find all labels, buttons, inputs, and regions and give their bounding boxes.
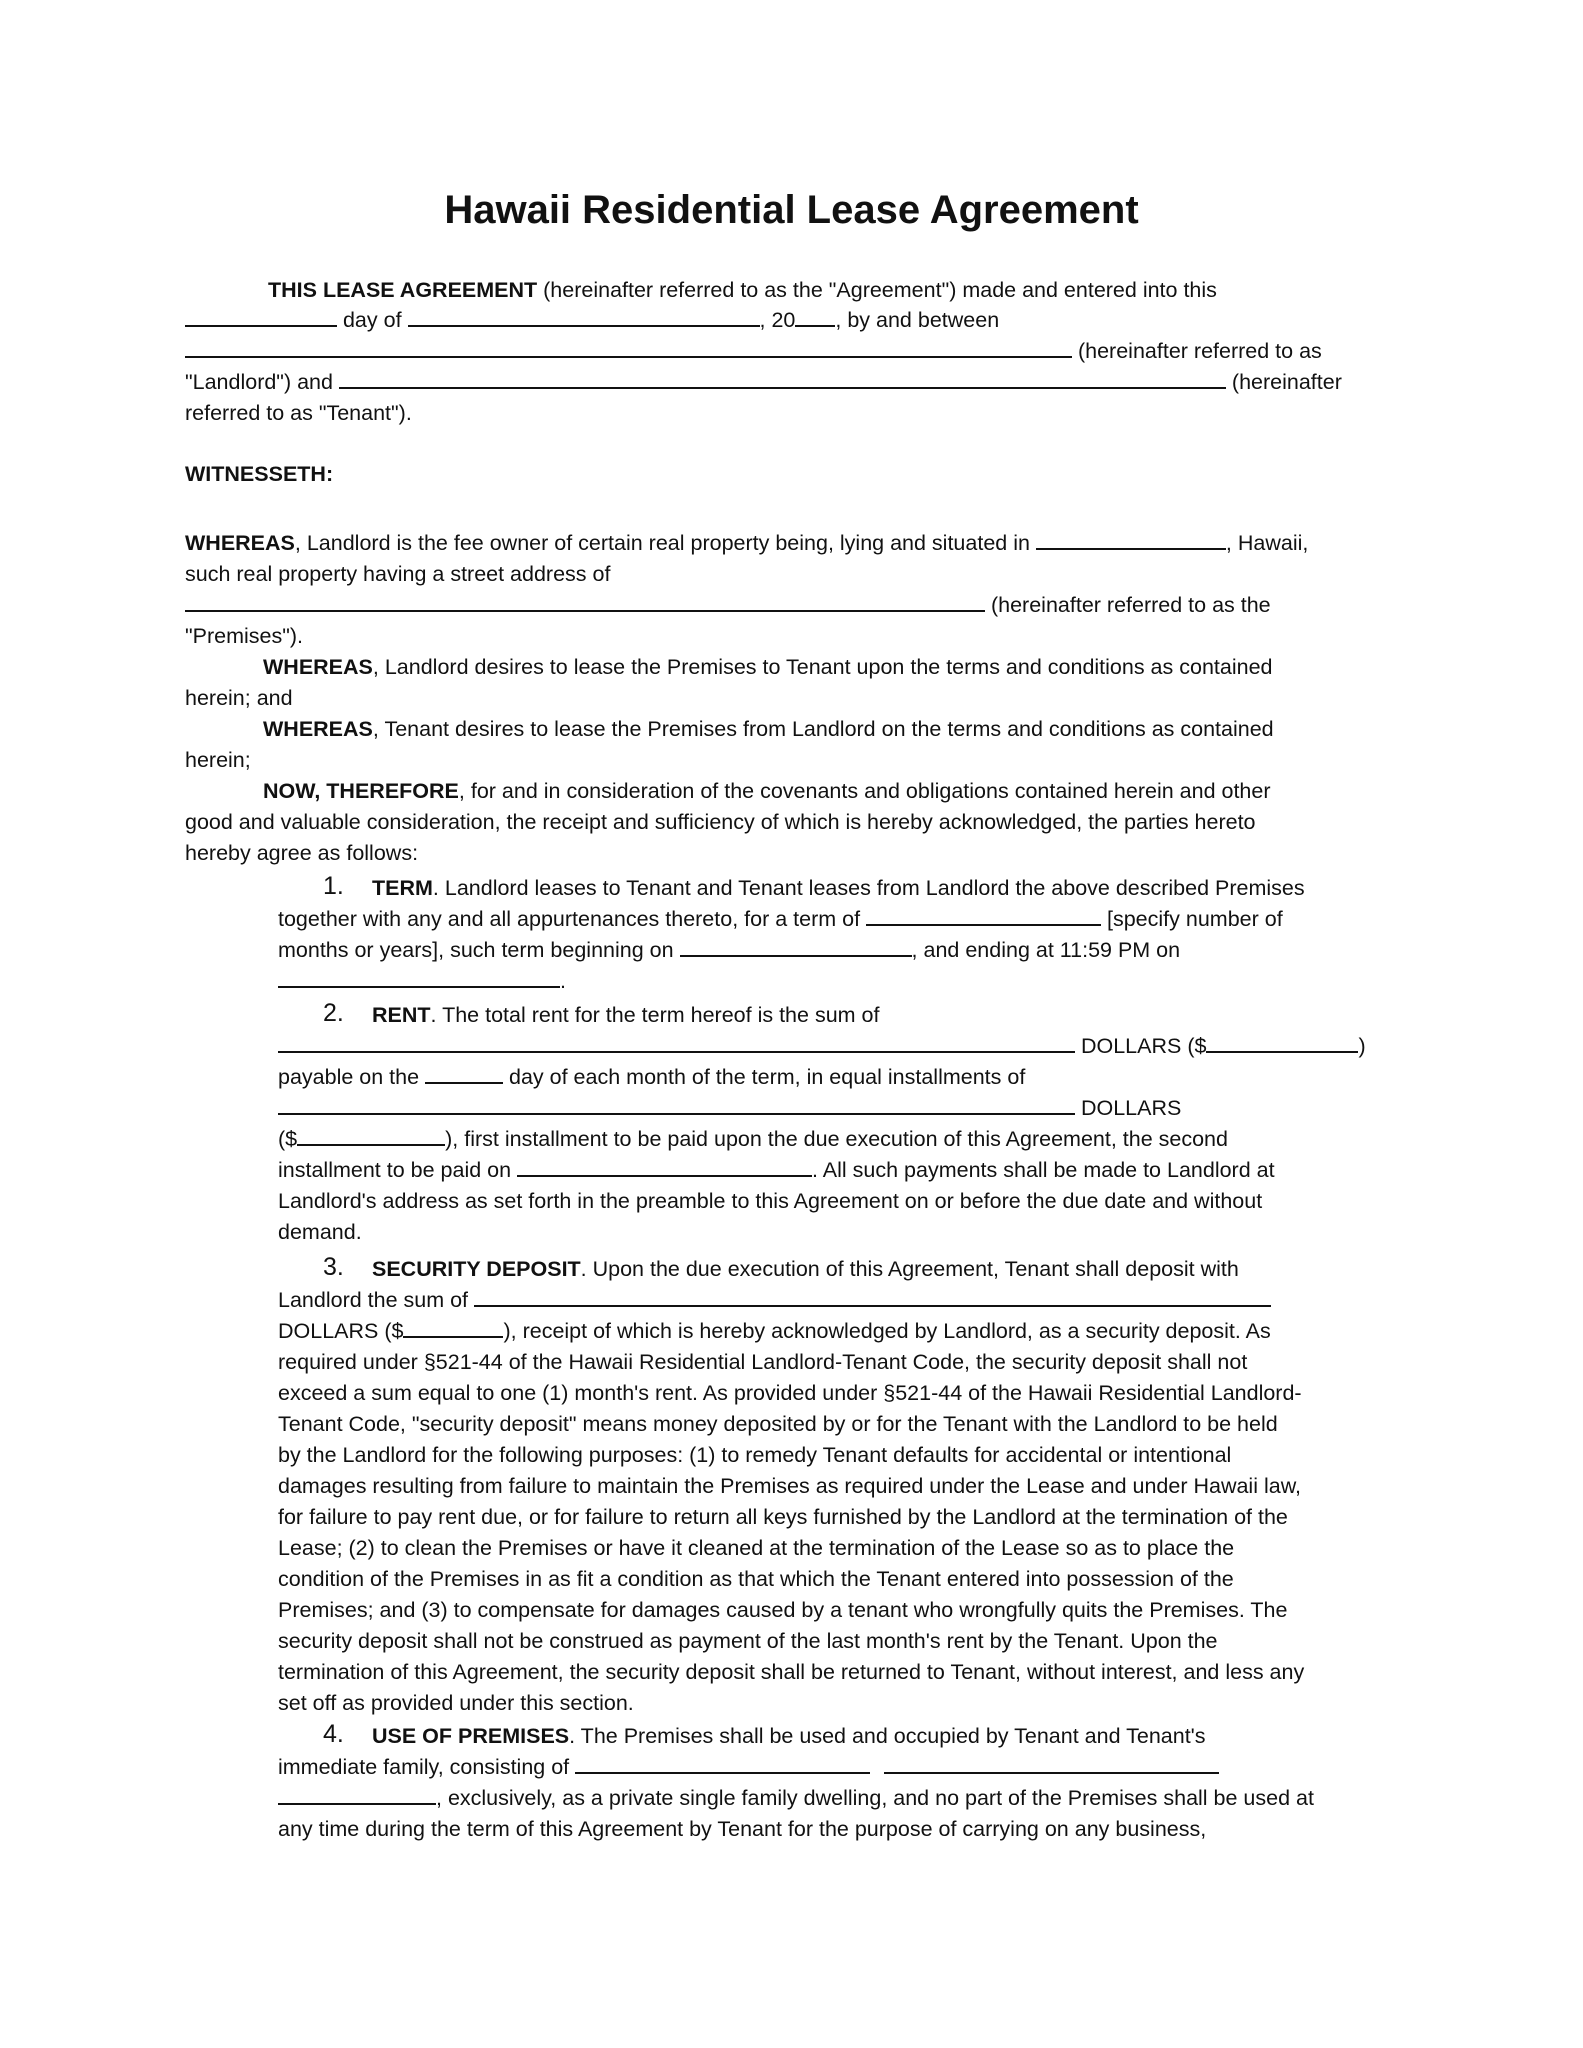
whereas-1-line-1 xyxy=(185,528,1308,559)
section-3-body-line-7: Lease; (2) to clean the Premises or have it cleaned at the termination of the Lease so as to place the xyxy=(278,1536,1235,1560)
whereas-1-text: , Landlord is the fee owner of certain real property being, lying and situated in xyxy=(294,531,1036,555)
section-2-number xyxy=(323,998,344,1030)
county-blank[interactable] xyxy=(1036,530,1226,550)
whereas-2-line-2: herein; and xyxy=(185,686,293,710)
section-2-close-paren: ) xyxy=(1358,1034,1366,1058)
section-2-installment-a: installment to be paid on xyxy=(278,1158,518,1182)
section-2-dollars: DOLLARS xyxy=(1075,1096,1182,1120)
whereas-2-bold: WHEREAS xyxy=(263,655,373,679)
section-3-body-line-12: set off as provided under this section. xyxy=(278,1691,634,1715)
section-2-line-5 xyxy=(278,1124,1228,1155)
document-title: Hawaii Residential Lease Agreement xyxy=(444,188,1139,232)
landlord-and: "Landlord") and xyxy=(185,370,339,394)
section-1-line-2a: together with any and all appurtenances thereto, for a term of xyxy=(278,907,867,931)
section-3-line-1 xyxy=(372,1254,1239,1285)
landlord-name-blank[interactable] xyxy=(185,338,1072,358)
intro-text: (hereinafter referred to as the "Agreement") made and entered into this xyxy=(537,278,1217,302)
section-3-body-line-3: Tenant Code, "security deposit" means money deposited by or for the Tenant with the Landlord to be held xyxy=(278,1412,1278,1436)
now-therefore-bold: NOW, THEREFORE xyxy=(263,779,459,803)
section-1-line-4 xyxy=(278,966,566,997)
section-3-body-line-9: Premises; and (3) to compensate for damages caused by a tenant who wrongfully quits the Premises. The xyxy=(278,1598,1288,1622)
year-blank[interactable] xyxy=(795,307,835,327)
whereas-1-line-4: "Premises"). xyxy=(185,624,303,648)
intro-line-3 xyxy=(185,336,1322,367)
occupants-blank-1[interactable] xyxy=(575,1754,870,1774)
now-therefore-line-1 xyxy=(263,776,1271,807)
section-3-body-line-6: for failure to pay rent due, or for failure to return all keys furnished by the Landlord at the termination of the xyxy=(278,1505,1288,1529)
by-and-between: , by and between xyxy=(835,308,1000,332)
section-3-dollars-open: DOLLARS ($ xyxy=(278,1319,404,1343)
year-prefix: , 20 xyxy=(759,308,796,332)
now-therefore-text: , for and in consideration of the covenants and obligations contained herein and other xyxy=(458,779,1271,803)
month-blank[interactable] xyxy=(408,307,760,327)
term-end-blank[interactable] xyxy=(278,968,560,988)
section-3-text: . Upon the due execution of this Agreement, Tenant shall deposit with xyxy=(580,1257,1239,1281)
intro-lead: THIS LEASE AGREEMENT xyxy=(268,278,538,302)
section-4-text: . The Premises shall be used and occupied by Tenant and Tenant's xyxy=(569,1724,1206,1748)
term-start-blank[interactable] xyxy=(680,937,912,957)
section-1-line-3 xyxy=(278,935,1180,966)
section-1-line-3b: , and ending at 11:59 PM on xyxy=(911,938,1181,962)
street-address-blank[interactable] xyxy=(185,592,985,612)
hereinafter-as: (hereinafter referred to as xyxy=(1077,339,1322,363)
section-4-family: immediate family, consisting of xyxy=(278,1755,576,1779)
section-2-line-3 xyxy=(278,1062,1025,1093)
section-3-receipt: ), receipt of which is hereby acknowledged by Landlord, as a security deposit. As xyxy=(503,1319,1271,1343)
section-2-line-6 xyxy=(278,1155,1275,1186)
section-1-line-2b: [specify number of xyxy=(1101,907,1283,931)
whereas-3-bold: WHEREAS xyxy=(263,717,373,741)
occupants-blank-2[interactable] xyxy=(884,1754,1219,1774)
whereas-3-text: , Tenant desires to lease the Premises from Landlord on the terms and conditions as contained xyxy=(372,717,1274,741)
whereas-3-line-2: herein; xyxy=(185,748,251,772)
section-2-payable-b: day of each month of the term, in equal installments of xyxy=(503,1065,1026,1089)
intro-line-2 xyxy=(185,305,999,336)
section-3-body-line-8: condition of the Premises in as fit a condition as that which the Tenant entered into possession of the xyxy=(278,1567,1234,1591)
now-therefore-line-2: good and valuable consideration, the receipt and sufficiency of which is hereby acknowledged, the parties hereto xyxy=(185,810,1256,834)
intro-line-4 xyxy=(185,367,1342,398)
hawaii-label: , Hawaii, xyxy=(1225,531,1309,555)
section-2-line-8: demand. xyxy=(278,1220,362,1244)
day-of-label: day of xyxy=(337,308,408,332)
whereas-3-line-1 xyxy=(263,714,1274,745)
section-4-heading: USE OF PREMISES xyxy=(372,1724,570,1748)
section-2-line-1 xyxy=(372,1000,879,1031)
section-1-line-4-end: . xyxy=(560,969,566,993)
section-4-num: 4. xyxy=(323,1720,344,1748)
installment-amount-blank[interactable] xyxy=(297,1126,445,1146)
section-4-line-4: any time during the term of this Agreement by Tenant for the purpose of carrying on any business, xyxy=(278,1817,1207,1841)
section-4-line-3 xyxy=(278,1783,1314,1814)
section-3-body-line-2: exceed a sum equal to one (1) month's rent. As provided under §521-44 of the Hawaii Residential Landlord- xyxy=(278,1381,1302,1405)
occupants-blank-3[interactable] xyxy=(278,1785,436,1805)
now-therefore-line-3: hereby agree as follows: xyxy=(185,841,419,865)
section-1-line-3a: months or years], such term beginning on xyxy=(278,938,680,962)
section-1-heading: TERM xyxy=(372,876,433,900)
section-3-body-line-10: security deposit shall not be construed as payment of the last month's rent by the Tenant. Upon the xyxy=(278,1629,1218,1653)
deposit-amount-blank[interactable] xyxy=(403,1318,503,1338)
section-2-installment-b: . All such payments shall be made to Landlord at xyxy=(812,1158,1275,1182)
day-blank[interactable] xyxy=(185,307,337,327)
section-3-body-line-5: damages resulting from failure to maintain the Premises as required under the Lease and under Hawaii law, xyxy=(278,1474,1302,1498)
whereas-1-line-3 xyxy=(185,590,1271,621)
section-3-line-2 xyxy=(278,1285,1271,1316)
total-rent-words-blank[interactable] xyxy=(278,1033,1075,1053)
section-4-number xyxy=(323,1719,344,1751)
section-2-payable-a: payable on the xyxy=(278,1065,426,1089)
section-3-line-3 xyxy=(278,1316,1271,1347)
whereas-1-bold: WHEREAS xyxy=(185,531,295,555)
section-3-body-line-11: termination of this Agreement, the security deposit shall be returned to Tenant, without interest, and less any xyxy=(278,1660,1305,1684)
section-3-sum-of: Landlord the sum of xyxy=(278,1288,475,1312)
section-4-line-2 xyxy=(278,1752,1219,1783)
total-rent-amount-blank[interactable] xyxy=(1206,1033,1358,1053)
section-4-line-1 xyxy=(372,1721,1206,1752)
term-length-blank[interactable] xyxy=(866,906,1101,926)
intro-line-5: referred to as "Tenant"). xyxy=(185,401,412,425)
section-1-line-2 xyxy=(278,904,1283,935)
section-1-number xyxy=(323,871,344,903)
section-2-line-2 xyxy=(278,1031,1366,1062)
section-2-num: 2. xyxy=(323,999,344,1027)
intro-line-1 xyxy=(268,275,1217,306)
section-1-text: . Landlord leases to Tenant and Tenant leases from Landlord the above described Premises xyxy=(432,876,1305,900)
section-4-exclusively: , exclusively, as a private single family dwelling, and no part of the Premises shall be used at xyxy=(436,1786,1314,1810)
deposit-words-blank[interactable] xyxy=(474,1287,1271,1307)
section-2-dollar-sign: ($ xyxy=(278,1127,298,1151)
second-installment-date-blank[interactable] xyxy=(517,1157,812,1177)
section-2-heading: RENT xyxy=(372,1003,431,1027)
hereinafter: (hereinafter xyxy=(1231,370,1342,394)
section-2-line-4 xyxy=(278,1093,1181,1124)
section-2-dollars-open: DOLLARS ($ xyxy=(1075,1034,1207,1058)
section-1-num: 1. xyxy=(323,872,344,900)
section-3-heading: SECURITY DEPOSIT xyxy=(372,1257,581,1281)
whereas-2-line-1 xyxy=(263,652,1272,683)
hereinafter-premises: (hereinafter referred to as the xyxy=(990,593,1271,617)
witnesseth-heading: WITNESSETH: xyxy=(185,462,334,486)
installment-words-blank[interactable] xyxy=(278,1095,1075,1115)
section-2-first-installment: ), first installment to be paid upon the due execution of this Agreement, the second xyxy=(445,1127,1228,1151)
whereas-2-text: , Landlord desires to lease the Premises to Tenant upon the terms and conditions as contained xyxy=(372,655,1273,679)
section-3-body-line-1: required under §521-44 of the Hawaii Residential Landlord-Tenant Code, the security deposit shall not xyxy=(278,1350,1248,1374)
section-2-line-7: Landlord's address as set forth in the preamble to this Agreement on or before the due date and without xyxy=(278,1189,1263,1213)
section-3-num: 3. xyxy=(323,1253,344,1281)
payment-day-blank[interactable] xyxy=(425,1064,503,1084)
section-3-number xyxy=(323,1252,344,1284)
section-1-line-1 xyxy=(372,873,1305,904)
whereas-1-line-2: such real property having a street address of xyxy=(185,562,611,586)
section-2-text: . The total rent for the term hereof is the sum of xyxy=(430,1003,880,1027)
tenant-name-blank[interactable] xyxy=(339,369,1226,389)
section-3-body-line-4: by the Landlord for the following purposes: (1) to remedy Tenant defaults for accidental or intentional xyxy=(278,1443,1232,1467)
